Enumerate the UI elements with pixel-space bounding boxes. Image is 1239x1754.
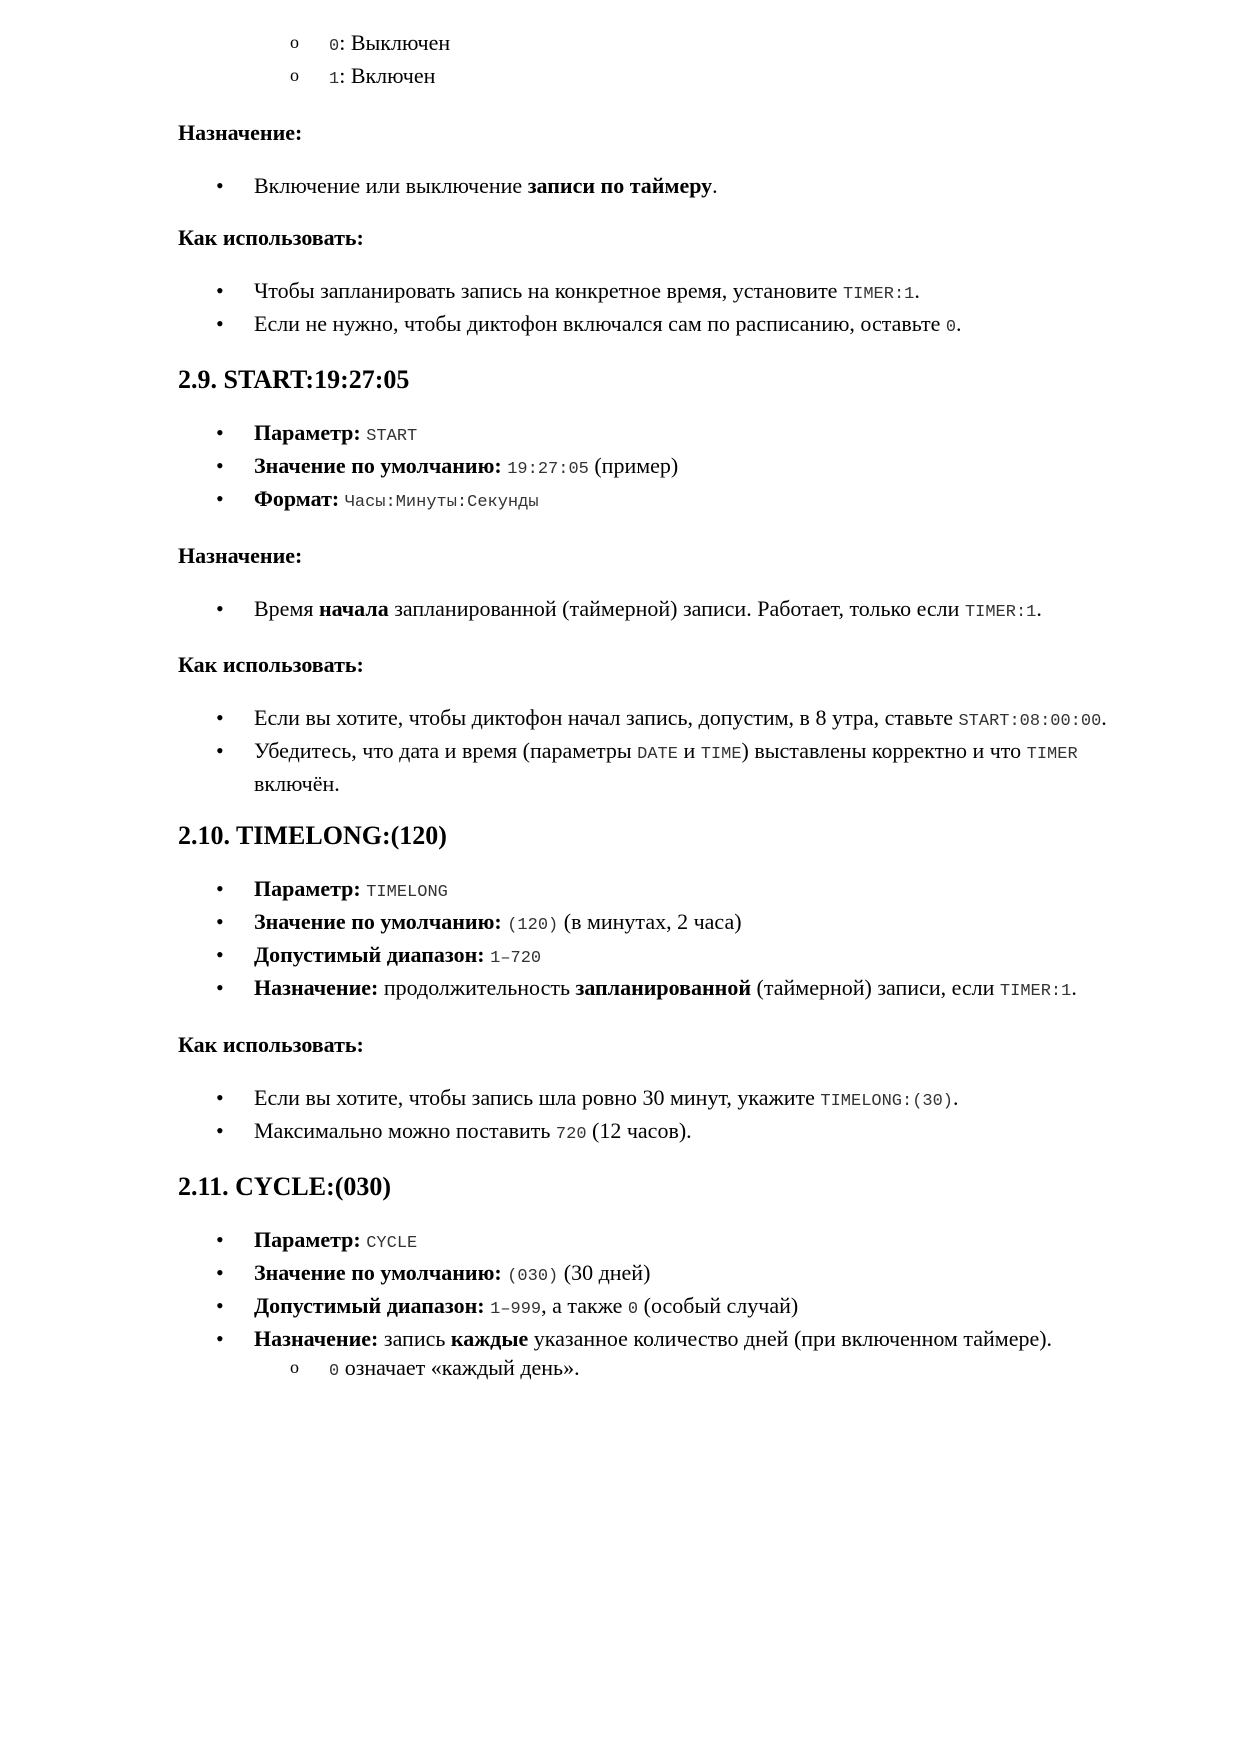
list-item: • Если не нужно, чтобы диктофон включался сам по расписанию, оставьте 0. bbox=[178, 309, 1148, 342]
cycle-params-list bbox=[178, 1225, 1148, 1353]
start-usage-list bbox=[178, 703, 1148, 798]
list-item: o 0 означает «каждый день». bbox=[178, 1353, 1148, 1386]
list-item: • Время начала запланированной (таймерной) записи. Работает, только если TIMER:1. bbox=[178, 594, 1148, 627]
list-item: • Допустимый диапазон: 1–999, а также 0 (особый случай) bbox=[178, 1291, 1148, 1324]
usage-heading: Как использовать: bbox=[178, 1032, 364, 1057]
cycle-sublist bbox=[178, 1353, 1148, 1386]
list-item: • Если вы хотите, чтобы запись шла ровно 30 минут, укажите TIMELONG:(30). bbox=[178, 1083, 1148, 1116]
purpose-heading: Назначение: bbox=[178, 120, 303, 145]
start-purpose-list bbox=[178, 594, 1148, 627]
purpose-heading: Назначение: bbox=[178, 543, 303, 568]
list-item: • Максимально можно поставить 720 (12 часов). bbox=[178, 1116, 1148, 1149]
list-item: o 1: Включен bbox=[178, 61, 1148, 94]
list-item: • Назначение: запись каждые указанное количество дней (при включенном таймере). bbox=[178, 1324, 1148, 1353]
timer-purpose-list bbox=[178, 171, 1148, 200]
list-item: o 0: Выключен bbox=[178, 28, 1148, 61]
usage-heading: Как использовать: bbox=[178, 652, 364, 677]
list-item: • Параметр: TIMELONG bbox=[178, 874, 1148, 907]
timelong-usage-list bbox=[178, 1083, 1148, 1149]
list-item: • Значение по умолчанию: (120) (в минутах, 2 часа) bbox=[178, 907, 1148, 940]
list-item: • Формат: Часы:Минуты:Секунды bbox=[178, 484, 1148, 517]
timer-values-sublist bbox=[178, 28, 1148, 94]
list-item: • Значение по умолчанию: 19:27:05 (пример) bbox=[178, 451, 1148, 484]
list-item: • Значение по умолчанию: (030) (30 дней) bbox=[178, 1258, 1148, 1291]
start-params-list bbox=[178, 418, 1148, 517]
list-item: • Убедитесь, что дата и время (параметры DATE и TIME) выставлены корректно и что TIMER включён. bbox=[178, 736, 1148, 798]
timer-usage-list bbox=[178, 276, 1148, 342]
document-page bbox=[178, 28, 1148, 1386]
list-item: • Параметр: START bbox=[178, 418, 1148, 451]
section-title-cycle: 2.11. CYCLE:(030) bbox=[178, 1172, 392, 1201]
list-item: • Чтобы запланировать запись на конкретное время, установите TIMER:1. bbox=[178, 276, 1148, 309]
code-value: 1 bbox=[329, 70, 340, 89]
list-item: • Назначение: продолжительность запланированной (таймерной) записи, если TIMER:1. bbox=[178, 973, 1148, 1006]
list-item: • Включение или выключение записи по таймеру. bbox=[178, 171, 1148, 200]
timelong-params-list bbox=[178, 874, 1148, 1006]
list-item: • Допустимый диапазон: 1–720 bbox=[178, 940, 1148, 973]
section-title-timelong: 2.10. TIMELONG:(120) bbox=[178, 821, 447, 850]
list-item: • Параметр: CYCLE bbox=[178, 1225, 1148, 1258]
list-item: • Если вы хотите, чтобы диктофон начал запись, допустим, в 8 утра, ставьте START:08:00:00. bbox=[178, 703, 1148, 736]
section-title-start: 2.9. START:19:27:05 bbox=[178, 365, 410, 394]
usage-heading: Как использовать: bbox=[178, 225, 364, 250]
code-value: 0 bbox=[329, 37, 340, 56]
